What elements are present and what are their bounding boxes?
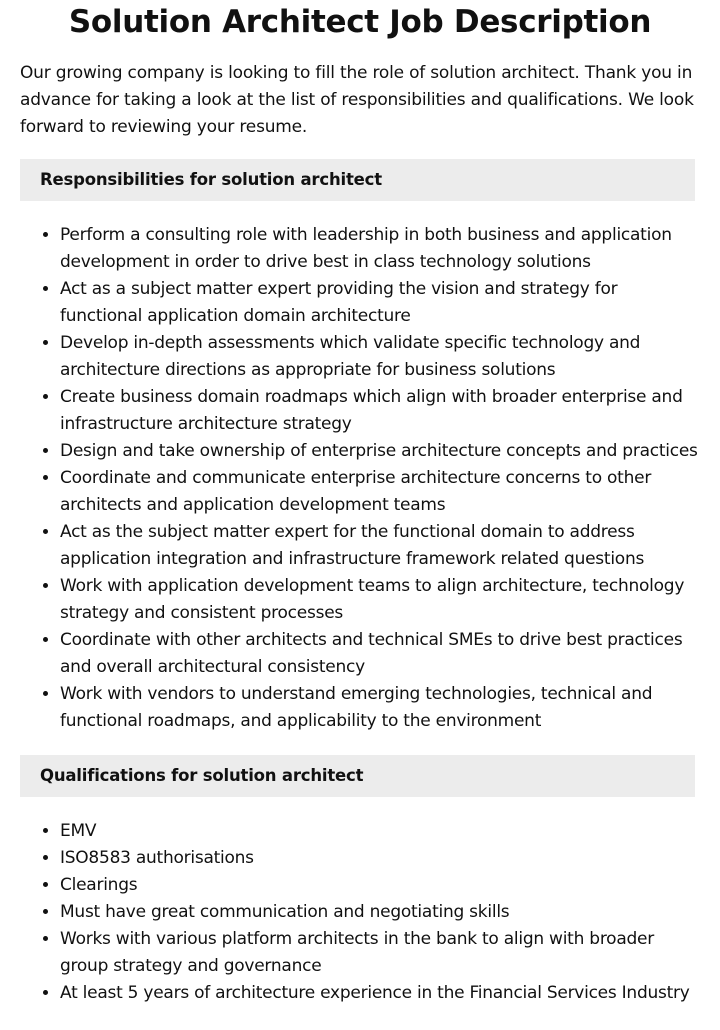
list-item: • ISO8583 authorisations — [60, 845, 700, 872]
intro-paragraph: Our growing company is looking to fill the role of solution architect. Thank you in advance for taking a look at the list of responsibilities and qualifications. We look forward to reviewing your resume. — [20, 63, 694, 137]
responsibilities-heading: Responsibilities for solution architect — [20, 159, 695, 201]
list-item: • Must have great communication and negotiating skills — [60, 899, 700, 926]
list-item: • Create business domain roadmaps which align with broader enterprise and infrastructure architecture strategy — [60, 384, 700, 438]
list-item: • Act as a subject matter expert providing the vision and strategy for functional application domain architecture — [60, 276, 700, 330]
responsibilities-list — [0, 222, 720, 735]
list-item: • Perform a consulting role with leadership in both business and application development in order to drive best in class technology solutions — [60, 222, 700, 276]
list-item: • Clearings — [60, 872, 700, 899]
qualifications-list — [0, 818, 720, 1007]
list-item: • Coordinate with other architects and technical SMEs to drive best practices and overall architectural consistency — [60, 627, 700, 681]
list-item: • Develop in-depth assessments which validate specific technology and architecture directions as appropriate for business solutions — [60, 330, 700, 384]
list-item: • Work with application development teams to align architecture, technology strategy and consistent processes — [60, 573, 700, 627]
list-item: • Design and take ownership of enterprise architecture concepts and practices — [60, 438, 700, 465]
list-item: • Work with vendors to understand emerging technologies, technical and functional roadmaps, and applicability to the environment — [60, 681, 700, 735]
qualifications-heading: Qualifications for solution architect — [20, 755, 695, 797]
list-item: • Coordinate and communicate enterprise architecture concerns to other architects and application development teams — [60, 465, 700, 519]
page-title: Solution Architect Job Description — [68, 4, 652, 40]
list-item: • EMV — [60, 818, 700, 845]
list-item: • At least 5 years of architecture experience in the Financial Services Industry — [60, 980, 700, 1007]
list-item: • Act as the subject matter expert for the functional domain to address application integration and infrastructure framework related questions — [60, 519, 700, 573]
list-item: • Works with various platform architects in the bank to align with broader group strategy and governance — [60, 926, 700, 980]
